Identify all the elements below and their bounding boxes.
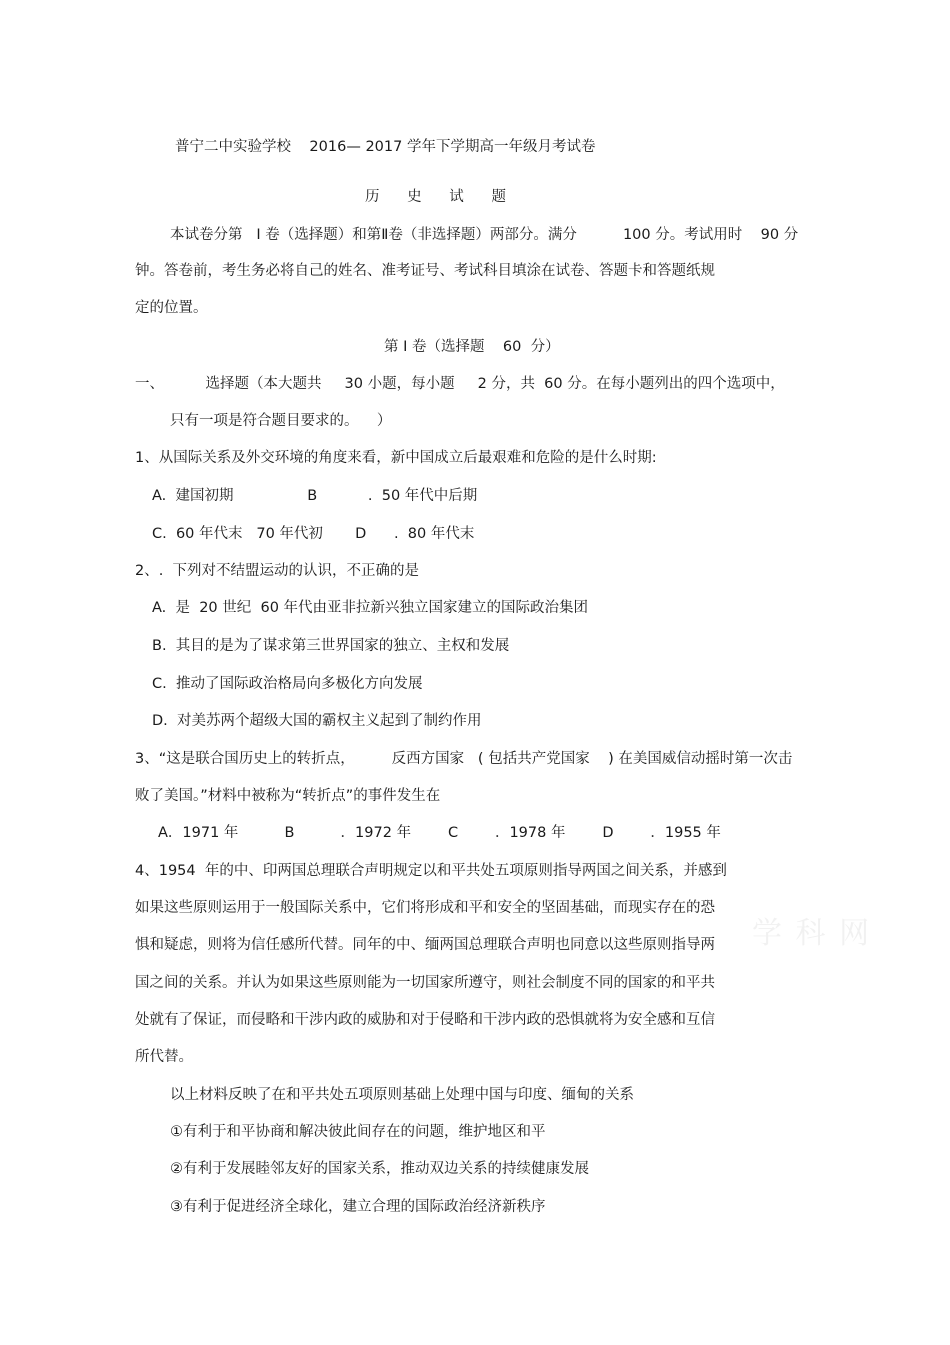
question-4-line-3: 惧和疑虑，则将为信任感所代替。同年的中、缅两国总理联合声明也同意以这些原则指导两 — [135, 937, 715, 953]
question-4-line-2: 如果这些原则运用于一般国际关系中，它们将形成和平和安全的坚固基础，而现实存在的恐 — [135, 900, 715, 916]
question-1-options-cd: C. 60 年代末 70 年代初 D . 80 年代末 — [152, 526, 475, 542]
question-2-option-b: B. 其目的是为了谋求第三世界国家的独立、主权和发展 — [152, 638, 510, 654]
question-4-item-1: ①有利于和平协商和解决彼此间存在的问题，维护地区和平 — [170, 1124, 546, 1140]
intro-line-1: 本试卷分第 Ⅰ 卷（选择题）和第Ⅱ卷（非选择题）两部分。满分 100 分。考试用时 90 分 — [170, 227, 799, 243]
question-2-option-c: C. 推动了国际政治格局向多极化方向发展 — [152, 676, 423, 692]
question-2-option-d: D. 对美苏两个超级大国的霸权主义起到了制约作用 — [152, 713, 482, 729]
school-header: 普宁二中实验学校 2016— 2017 学年下学期高一年级月考试卷 — [175, 139, 596, 155]
question-4-line-4: 国之间的关系。并认为如果这些原则能为一切国家所遵守，则社会制度不同的国家的和平共 — [135, 975, 715, 991]
intro-line-2: 钟。答卷前，考生务必将自己的姓名、准考证号、考试科目填涂在试卷、答题卡和答题纸规 — [135, 263, 715, 279]
question-2-stem: 2、. 下列对不结盟运动的认识，不正确的是 — [135, 563, 420, 579]
question-4-line-6: 所代替。 — [135, 1049, 193, 1065]
question-4-item-2: ②有利于发展睦邻友好的国家关系，推动双边关系的持续健康发展 — [170, 1161, 589, 1177]
section-instructions-2: 只有一项是符合题目要求的。 ） — [170, 413, 392, 429]
question-3-options: A．1971 年 B ．1972 年 C ．1978 年 D ．1955 年 — [158, 825, 721, 841]
intro-line-3: 定的位置。 — [135, 300, 208, 316]
question-3-stem-1: 3、“这是联合国历史上的转折点， 反西方国家 ( 包括共产党国家 ) 在美国威信动摇时第一次击 — [135, 751, 793, 767]
question-1-stem: 1、从国际关系及外交环境的角度来看，新中国成立后最艰难和危险的是什么时期: — [135, 450, 657, 466]
question-2-option-a: A. 是 20 世纪 60 年代由亚非拉新兴独立国家建立的国际政治集团 — [152, 600, 589, 616]
section-instructions-1: 一、 选择题（本大题共 30 小题，每小题 2 分，共 60 分。在每小题列出的四个选项中， — [135, 376, 785, 392]
subject-title: 历 史 试 题 — [365, 189, 506, 205]
question-4-line-1: 4、1954 年的中、印两国总理联合声明规定以和平共处五项原则指导两国之间关系，并感到 — [135, 863, 727, 879]
question-1-options-ab: A. 建国初期 B . 50 年代中后期 — [152, 488, 478, 504]
question-4-line-5: 处就有了保证，而侵略和干涉内政的威胁和对于侵略和干涉内政的恐惧就将为安全感和互信 — [135, 1012, 715, 1028]
question-4-item-3: ③有利于促进经济全球化，建立合理的国际政治经济新秩序 — [170, 1199, 546, 1215]
part-one-title: 第 Ⅰ 卷（选择题 60 分） — [384, 339, 560, 355]
question-4-lead: 以上材料反映了在和平共处五项原则基础上处理中国与印度、缅甸的关系 — [170, 1087, 634, 1103]
watermark: 学 科 网 — [752, 916, 872, 951]
question-3-stem-2: 败了美国。”材料中被称为“转折点”的事件发生在 — [135, 788, 441, 804]
